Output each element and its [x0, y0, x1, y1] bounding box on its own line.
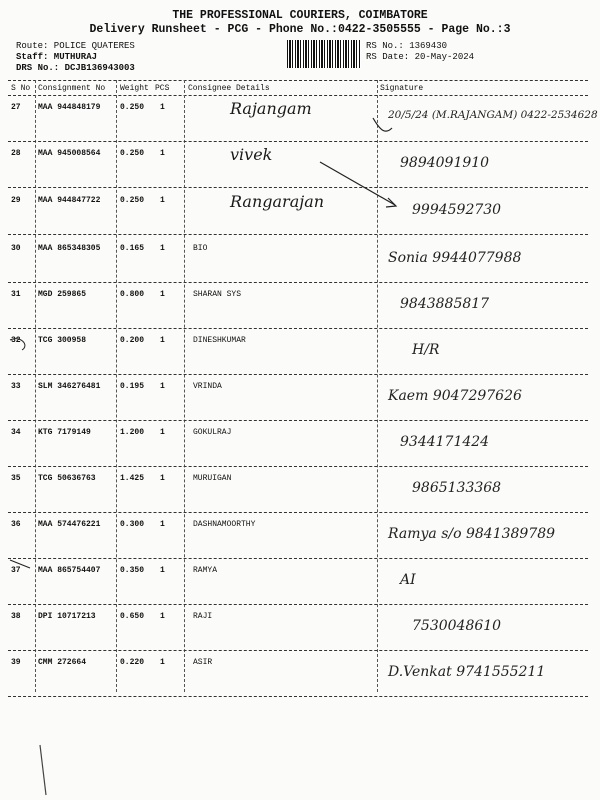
row-sno: 32: [11, 336, 21, 345]
row-consignment: SLM 346276481: [38, 382, 101, 391]
row-sno: 28: [11, 149, 21, 158]
row-signature: 9994592730: [412, 202, 502, 218]
route-label: Route: POLICE QUATERES: [16, 41, 135, 51]
row-pcs: 1: [160, 382, 165, 391]
row-sno: 36: [11, 520, 21, 529]
staff-label: Staff: MUTHURAJ: [16, 52, 98, 62]
col-header-consignee: Consignee Details: [188, 84, 270, 93]
col-header-consignment: Consignment No: [38, 84, 106, 93]
row-consignment: TCG 50636763: [38, 474, 96, 483]
col-header-pcs: PCS: [155, 84, 170, 93]
arrow-stroke: [320, 162, 395, 205]
row-sno: 29: [11, 196, 21, 205]
row-sno: 31: [11, 290, 21, 299]
row-signature: 7530048610: [412, 618, 502, 634]
row-weight: 0.200: [120, 336, 145, 345]
row-consignee: ASIR: [193, 658, 213, 667]
row-consignee: RAJI: [193, 612, 213, 621]
row-pcs: 1: [160, 103, 165, 112]
row-signature: Sonia 9944077988: [388, 250, 522, 266]
row-weight: 0.250: [120, 196, 145, 205]
row-consignment: MAA 945008564: [38, 149, 101, 158]
row-weight: 1.200: [120, 428, 145, 437]
row-sno: 37: [11, 566, 21, 575]
pen-stroke: [10, 560, 30, 568]
row-sno: 33: [11, 382, 21, 391]
row-signature: 20/5/24 (M.RAJANGAM) 0422-2534628: [388, 109, 598, 121]
row-sno: 38: [11, 612, 21, 621]
row-pcs: 1: [160, 658, 165, 667]
row-handwritten-name: vivek: [230, 145, 273, 164]
runsheet-subtitle: Delivery Runsheet - PCG - Phone No.:0422-3505555 - Page No.:3: [89, 23, 511, 36]
row-sno: 35: [11, 474, 21, 483]
row-pcs: 1: [160, 612, 165, 621]
row-weight: 0.165: [120, 244, 145, 253]
row-weight: 1.425: [120, 474, 145, 483]
row-signature: Ramya s/o 9841389789: [388, 526, 556, 542]
row-signature: D.Venkat 9741555211: [388, 664, 546, 680]
row-signature: H/R: [412, 342, 440, 358]
company-title: THE PROFESSIONAL COURIERS, COIMBATORE: [172, 9, 428, 22]
row-consignee: MURUIGAN: [193, 474, 232, 483]
row-pcs: 1: [160, 196, 165, 205]
row-consignment: DPI 10717213: [38, 612, 96, 621]
row-consignee: RAMYA: [193, 566, 218, 575]
col-header-sno: S No: [11, 84, 31, 93]
row-consignee: DINESHKUMAR: [193, 336, 246, 345]
pen-stroke: [373, 118, 392, 131]
col-header-weight: Weight: [120, 84, 149, 93]
row-signature: 9843885817: [400, 296, 490, 312]
row-signature: 9894091910: [400, 155, 490, 171]
row-consignment: MAA 865348305: [38, 244, 101, 253]
row-pcs: 1: [160, 290, 165, 299]
row-sno: 39: [11, 658, 21, 667]
col-header-signature: Signature: [380, 84, 424, 93]
row-weight: 0.250: [120, 103, 145, 112]
row-pcs: 1: [160, 428, 165, 437]
row-weight: 0.300: [120, 520, 145, 529]
row-pcs: 1: [160, 474, 165, 483]
row-consignment: TCG 300958: [38, 336, 87, 345]
row-weight: 0.650: [120, 612, 145, 621]
row-pcs: 1: [160, 336, 165, 345]
row-consignment: MGD 259865: [38, 290, 87, 299]
row-signature: 9865133368: [412, 480, 502, 496]
row-consignee: SHARAN SYS: [193, 290, 242, 299]
row-consignment: MAA 944848179: [38, 103, 101, 112]
row-weight: 0.220: [120, 658, 145, 667]
row-signature: AI: [400, 572, 416, 588]
row-consignment: MAA 944847722: [38, 196, 101, 205]
row-sno: 27: [11, 103, 21, 112]
row-consignment: CMM 272664: [38, 658, 87, 667]
row-pcs: 1: [160, 520, 165, 529]
row-weight: 0.195: [120, 382, 145, 391]
row-weight: 0.250: [120, 149, 145, 158]
row-handwritten-name: Rajangam: [230, 99, 312, 118]
pen-stroke: [10, 339, 25, 350]
row-consignee: VRINDA: [193, 382, 222, 391]
row-signature: Kaem 9047297626: [388, 388, 522, 404]
row-signature: 9344171424: [400, 434, 490, 450]
row-consignment: KTG 7179149: [38, 428, 91, 437]
row-sno: 34: [11, 428, 21, 437]
row-consignee: GOKULRAJ: [193, 428, 232, 437]
row-consignee: DASHNAMOORTHY: [193, 520, 256, 529]
row-weight: 0.800: [120, 290, 145, 299]
row-handwritten-name: Rangarajan: [230, 192, 325, 211]
row-sno: 30: [11, 244, 21, 253]
row-weight: 0.350: [120, 566, 145, 575]
drs-number: DRS No.: DCJB136943003: [16, 63, 135, 73]
pen-stroke: [40, 745, 46, 795]
row-consignment: MAA 865754407: [38, 566, 101, 575]
row-pcs: 1: [160, 149, 165, 158]
row-pcs: 1: [160, 244, 165, 253]
rs-number: RS No.: 1369430: [366, 41, 448, 51]
rs-date: RS Date: 20-May-2024: [366, 52, 475, 62]
row-pcs: 1: [160, 566, 165, 575]
row-consignee: BIO: [193, 244, 208, 253]
row-consignment: MAA 574476221: [38, 520, 101, 529]
